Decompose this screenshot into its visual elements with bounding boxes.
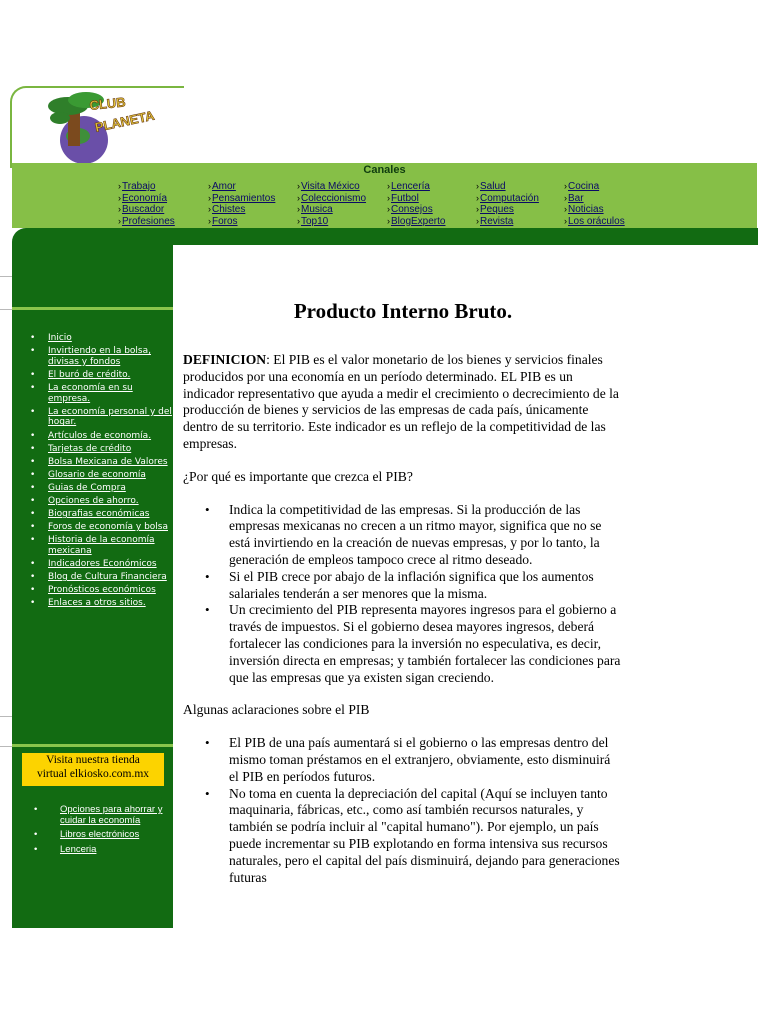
- sidebar-link[interactable]: Opciones para ahorrar y cuidar la economía: [60, 804, 163, 826]
- sidebar-link[interactable]: Artículos de economía.: [48, 430, 152, 441]
- canal-link[interactable]: › Los oráculos: [564, 216, 625, 228]
- list-item: • Indica la competitividad de las empresas. Si la producción de las empresas mexicanas no crecen a un ritmo mayor, significa que no se está invirtiendo en la creación de nuevas empresas, y por lo tanto, la generación de empleos tampoco crece al ritmo deseado.: [229, 502, 623, 569]
- sidebar-item[interactable]: [22, 830, 172, 841]
- sidebar-link[interactable]: Historia de la economía mexicana: [48, 535, 155, 557]
- sidebar-link[interactable]: Indicadores Económicos: [48, 559, 157, 570]
- sidebar-item[interactable]: [22, 407, 172, 428]
- sidebar-item[interactable]: [22, 383, 172, 404]
- sidebar-link[interactable]: Guias de Compra: [48, 482, 126, 493]
- importance-list: [183, 502, 623, 687]
- sidebar-divider: [0, 276, 12, 277]
- canales-column-4: [387, 181, 445, 227]
- sidebar-item[interactable]: [22, 370, 172, 381]
- sidebar-item[interactable]: [22, 535, 172, 556]
- canal-link[interactable]: › Visita México: [297, 181, 366, 193]
- sidebar-link[interactable]: La economía en su empresa.: [48, 382, 133, 404]
- canal-link[interactable]: › Top10: [297, 216, 366, 228]
- sidebar-link[interactable]: Libros electrónicos: [60, 829, 140, 840]
- canal-link[interactable]: › Revista: [476, 216, 539, 228]
- sidebar-band: [12, 307, 173, 310]
- tienda-line-1: Visita nuestra tienda: [46, 754, 140, 766]
- canales-bar: [12, 163, 757, 228]
- sidebar-item[interactable]: [22, 496, 172, 507]
- header-dark-bar: [12, 228, 758, 245]
- sidebar-item[interactable]: [22, 431, 172, 442]
- aclaraciones-paragraph: Algunas aclaraciones sobre el PIB: [183, 702, 370, 718]
- sidebar-band: [12, 744, 173, 747]
- canal-link[interactable]: › Buscador: [118, 204, 175, 216]
- tienda-banner[interactable]: [22, 753, 164, 786]
- sidebar-menu-secondary: [22, 805, 172, 859]
- canal-link[interactable]: › Consejos: [387, 204, 445, 216]
- sidebar-item[interactable]: [22, 444, 172, 455]
- sidebar-item[interactable]: [22, 333, 172, 344]
- sidebar-item[interactable]: [22, 509, 172, 520]
- sidebar-item[interactable]: [22, 559, 172, 570]
- aclaraciones-list: [183, 735, 623, 886]
- canal-link[interactable]: › Lencería: [387, 181, 445, 193]
- sidebar-divider: [0, 716, 12, 717]
- sidebar-link[interactable]: Pronósticos económicos: [48, 585, 156, 596]
- logo-text-club: CLUB: [88, 94, 127, 113]
- canal-link[interactable]: › Pensamientos: [208, 193, 275, 205]
- sidebar-link[interactable]: Blog de Cultura Financiera: [48, 572, 167, 583]
- sidebar-divider: [0, 309, 12, 310]
- list-item: • Si el PIB crece por abajo de la inflación significa que los aumentos salariales tenderán a ser menores que la misma.: [229, 569, 623, 603]
- canales-column-6: [564, 181, 625, 227]
- sidebar-item[interactable]: [22, 572, 172, 583]
- canales-title: Canales: [363, 164, 406, 176]
- sidebar-link[interactable]: El buró de crédito.: [48, 369, 131, 380]
- sidebar-item[interactable]: [22, 470, 172, 481]
- sidebar-link[interactable]: Tarjetas de crédito: [48, 443, 132, 454]
- sidebar-link[interactable]: La economía personal y del hogar.: [48, 406, 172, 428]
- canal-link[interactable]: › Musica: [297, 204, 366, 216]
- canal-link[interactable]: › Cocina: [564, 181, 625, 193]
- sidebar-item[interactable]: [22, 845, 172, 856]
- sidebar-link[interactable]: Invirtiendo en la bolsa, divisas y fondos: [48, 346, 151, 367]
- sidebar-link[interactable]: Biografias económicas: [48, 509, 150, 520]
- article: [183, 298, 623, 902]
- sidebar-link[interactable]: Opciones de ahorro.: [48, 496, 139, 507]
- canal-link[interactable]: › Trabajo: [118, 181, 175, 193]
- canal-link[interactable]: › Futbol: [387, 193, 445, 205]
- sidebar-item[interactable]: [22, 598, 172, 609]
- sidebar-link[interactable]: Enlaces a otros sitios.: [48, 598, 146, 609]
- sidebar-link-inicio[interactable]: Inicio: [48, 333, 72, 343]
- tienda-line-2: virtual elkiosko.com.mx: [36, 768, 150, 780]
- list-item: • El PIB de una país aumentará si el gobierno o las empresas dentro del mismo toman préstamos en el extranjero, obviamente, esto disminuirá el PIB en períodos futuros.: [229, 735, 623, 785]
- canal-link[interactable]: › Salud: [476, 181, 539, 193]
- list-item: • No toma en cuenta la depreciación del capital (Aquí se incluyen tanto maquinaria, fábricas, etc., como así también recursos naturales, y también se podría incluir al "capital humano"). Por ejemplo, un país puede incrementar su PIB explotando en forma intensiva sus recursos naturales, pero el capital del país disminuirá, dejando para generaciones futuras: [229, 786, 623, 887]
- canales-column-5: [476, 181, 539, 227]
- sidebar-item[interactable]: [22, 805, 172, 826]
- canal-link[interactable]: › Coleccionismo: [297, 193, 366, 205]
- sidebar-item[interactable]: [22, 522, 172, 533]
- canal-link[interactable]: › Profesiones: [118, 216, 175, 228]
- canal-link[interactable]: › Amor: [208, 181, 275, 193]
- canal-link[interactable]: › BlogExperto: [387, 216, 445, 228]
- canales-column-3: [297, 181, 366, 227]
- canal-link[interactable]: › Bar: [564, 193, 625, 205]
- definition-text: : El PIB es el valor monetario de los bienes y servicios finales producidos por una economía en un período determinado. EL PIB es un indicador representativo que ayuda a medir el crecimiento o decrecimiento de la producción de bienes y servicios de las empresas de cada país, únicamente dentro de su territorio. Este indicador es un reflejo de la competitividad de las empresas.: [183, 352, 619, 451]
- club-planeta-logo[interactable]: [46, 90, 156, 166]
- sidebar-link[interactable]: Foros de economía y bolsa: [48, 522, 168, 533]
- sidebar-item[interactable]: [22, 346, 172, 367]
- sidebar-menu: [22, 333, 172, 612]
- canal-link[interactable]: › Foros: [208, 216, 275, 228]
- canal-link[interactable]: › Computación: [476, 193, 539, 205]
- canales-column-1: [118, 181, 175, 227]
- sidebar-divider: [0, 746, 12, 747]
- canal-link[interactable]: › Chistes: [208, 204, 275, 216]
- canal-link[interactable]: › Economía: [118, 193, 175, 205]
- canal-link[interactable]: › Noticias: [564, 204, 625, 216]
- sidebar-link[interactable]: Glosario de economía: [48, 469, 146, 480]
- logo-text-planeta: PLANETA: [93, 107, 156, 135]
- sidebar-link[interactable]: Bolsa Mexicana de Valores: [48, 456, 168, 467]
- sidebar-item[interactable]: [22, 457, 172, 468]
- definition-paragraph: [183, 352, 623, 453]
- question-paragraph: ¿Por qué es importante que crezca el PIB?: [183, 468, 413, 484]
- sidebar-item[interactable]: [22, 585, 172, 596]
- list-item: • Un crecimiento del PIB representa mayores ingresos para el gobierno a través de impuestos. Si el gobierno desea mayores ingresos, deberá fortalecer las condiciones para la inversión no especulativa, es decir, inversión directa en empresas; y también fortalecer las condiciones para que las empresas que ya existen sigan creciendo.: [229, 602, 623, 686]
- canal-link[interactable]: › Peques: [476, 204, 539, 216]
- canales-column-2: [208, 181, 275, 227]
- sidebar-item[interactable]: [22, 483, 172, 494]
- sidebar-link[interactable]: Lenceria: [60, 843, 97, 855]
- definition-label: DEFINICION: [183, 352, 267, 367]
- page-title: Producto Interno Bruto.: [293, 299, 513, 323]
